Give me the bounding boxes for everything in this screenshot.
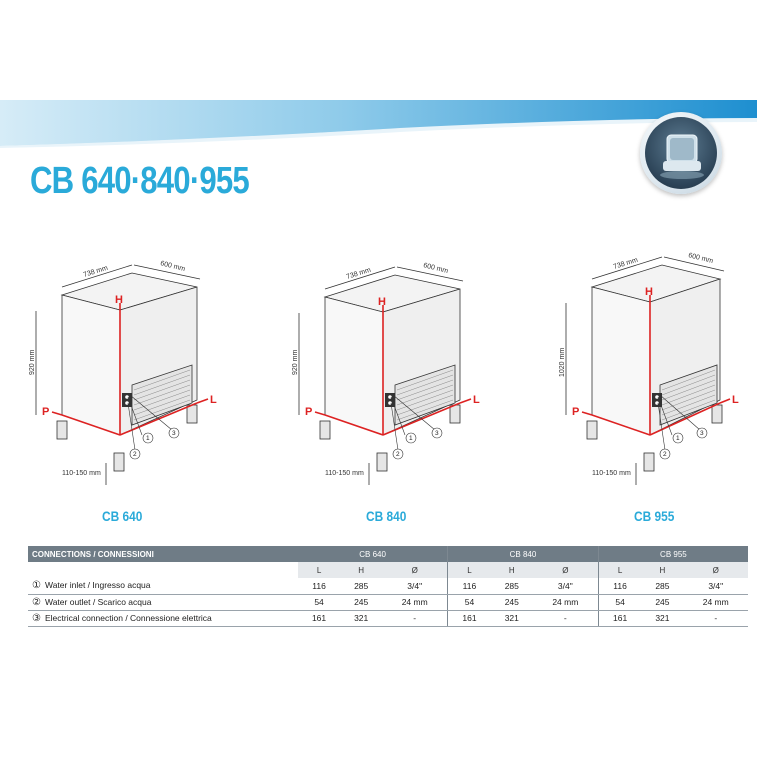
marker-2: 2 xyxy=(133,451,137,458)
table-cell: 3/4" xyxy=(683,578,748,594)
table-row xyxy=(28,610,748,626)
connection-h: H xyxy=(378,296,386,308)
marker-1: 1 xyxy=(146,435,150,442)
ice-cube-photo xyxy=(645,117,717,189)
subheader-l: L xyxy=(598,562,641,578)
group-header-cb840: CB 840 xyxy=(448,546,599,562)
connection-h: H xyxy=(645,286,653,298)
foot-label: 110-150 mm xyxy=(325,470,364,477)
connection-l: L xyxy=(732,394,739,406)
machine-diagram-cb840 xyxy=(285,225,525,515)
width-label: 738 mm xyxy=(612,256,639,271)
group-header-cb640: CB 640 xyxy=(298,546,448,562)
depth-label: 600 mm xyxy=(687,252,714,266)
table-row xyxy=(28,578,748,594)
table-subheader-row xyxy=(28,562,748,578)
subheader-diameter: Ø xyxy=(683,562,748,578)
table-cell: 245 xyxy=(641,594,683,610)
marker-2: 2 xyxy=(396,451,400,458)
marker-1: 1 xyxy=(676,435,680,442)
row-marker: ① xyxy=(32,580,41,592)
table-cell: 54 xyxy=(448,594,491,610)
connection-h: H xyxy=(115,294,123,306)
row-label: Water outlet / Scarico acqua xyxy=(45,596,152,607)
table-cell: 116 xyxy=(448,578,491,594)
foot-label: 110-150 mm xyxy=(592,470,631,477)
table-cell: 285 xyxy=(491,578,533,594)
table-row xyxy=(28,594,748,610)
depth-label: 600 mm xyxy=(159,260,186,274)
height-label: 920 mm xyxy=(292,349,299,375)
model-label-cb955: CB 955 xyxy=(634,508,675,524)
table-header-row xyxy=(28,546,748,562)
table-cell: 161 xyxy=(598,610,641,626)
row-label: Electrical connection / Connessione elettrica xyxy=(45,612,212,623)
table-cell: 285 xyxy=(641,578,683,594)
table-cell: 245 xyxy=(491,594,533,610)
width-label: 738 mm xyxy=(345,266,372,281)
product-badge xyxy=(640,112,722,194)
width-label: 738 mm xyxy=(82,264,109,279)
row-label: Water inlet / Ingresso acqua xyxy=(45,580,151,591)
table-cell: 54 xyxy=(598,594,641,610)
table-cell: 116 xyxy=(598,578,641,594)
connection-p: P xyxy=(42,406,50,418)
connection-p: P xyxy=(305,406,313,418)
depth-label: 600 mm xyxy=(422,262,449,276)
row-marker: ③ xyxy=(32,612,41,624)
subheader-empty xyxy=(28,562,298,578)
table-cell: 24 mm xyxy=(683,594,748,610)
row-description xyxy=(28,610,298,626)
marker-3: 3 xyxy=(172,430,176,437)
subheader-h: H xyxy=(340,562,382,578)
marker-2: 2 xyxy=(663,451,667,458)
subheader-l: L xyxy=(448,562,491,578)
table-cell: 116 xyxy=(298,578,340,594)
table-cell: 161 xyxy=(298,610,340,626)
machine-diagram-cb640 xyxy=(22,225,262,515)
connection-l: L xyxy=(210,394,217,406)
model-label-cb640: CB 640 xyxy=(102,508,143,524)
model-label-cb840: CB 840 xyxy=(366,508,407,524)
row-description xyxy=(28,578,298,594)
page-title: CB 640·840·955 xyxy=(30,160,249,202)
table-cell: 24 mm xyxy=(533,594,598,610)
table-cell: - xyxy=(382,610,447,626)
subheader-diameter: Ø xyxy=(382,562,447,578)
connections-table xyxy=(28,546,748,627)
table-cell: 3/4" xyxy=(533,578,598,594)
marker-1: 1 xyxy=(409,435,413,442)
table-cell: 285 xyxy=(340,578,382,594)
subheader-h: H xyxy=(491,562,533,578)
table-header-title: CONNECTIONS / CONNESSIONI xyxy=(28,546,298,562)
subheader-diameter: Ø xyxy=(533,562,598,578)
subheader-l: L xyxy=(298,562,340,578)
group-header-cb955: CB 955 xyxy=(598,546,748,562)
row-marker: ② xyxy=(32,596,41,608)
height-label: 920 mm xyxy=(29,349,36,375)
connection-l: L xyxy=(473,394,480,406)
machine-diagram-cb955 xyxy=(552,225,757,515)
table-cell: 3/4" xyxy=(382,578,447,594)
foot-label: 110-150 mm xyxy=(62,470,101,477)
table-cell: 321 xyxy=(491,610,533,626)
table-cell: - xyxy=(533,610,598,626)
subheader-h: H xyxy=(641,562,683,578)
table-cell: 321 xyxy=(340,610,382,626)
row-description xyxy=(28,594,298,610)
table-cell: 321 xyxy=(641,610,683,626)
table-cell: 245 xyxy=(340,594,382,610)
table-cell: - xyxy=(683,610,748,626)
connection-p: P xyxy=(572,406,580,418)
table-cell: 161 xyxy=(448,610,491,626)
marker-3: 3 xyxy=(700,430,704,437)
table-cell: 24 mm xyxy=(382,594,447,610)
marker-3: 3 xyxy=(435,430,439,437)
table-cell: 54 xyxy=(298,594,340,610)
height-label: 1020 mm xyxy=(559,347,566,377)
